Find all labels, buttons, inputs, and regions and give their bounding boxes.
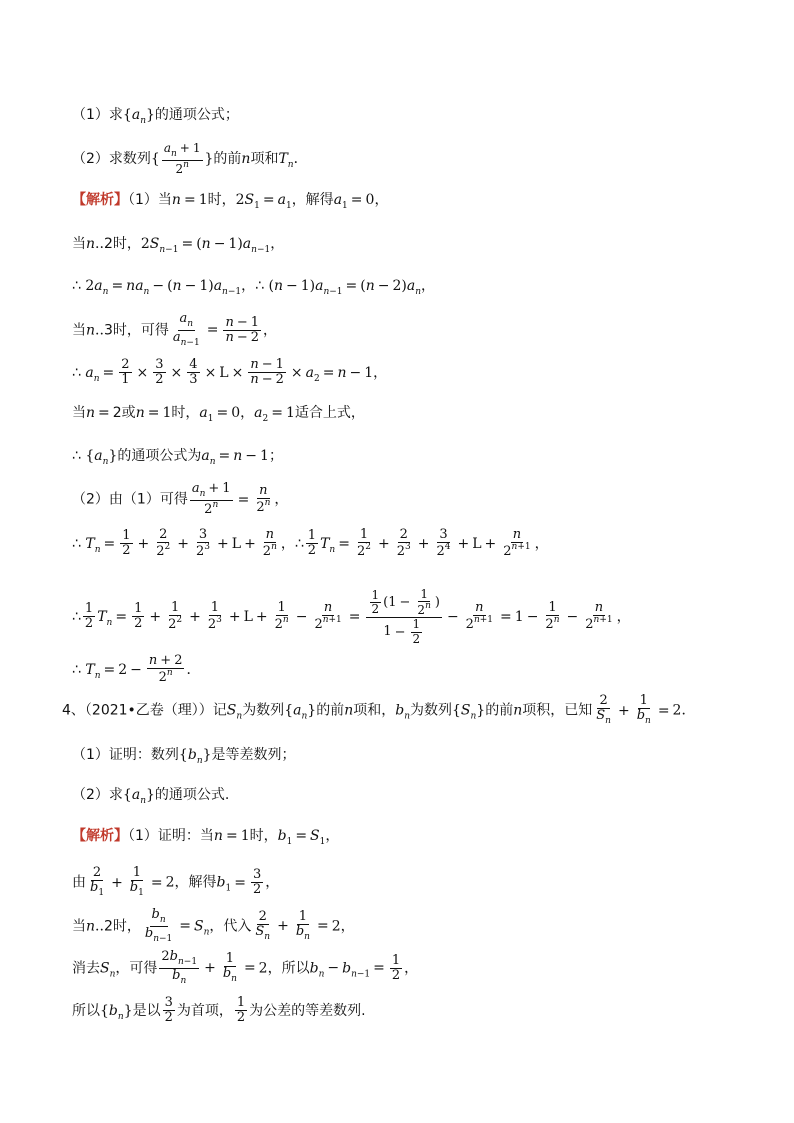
solution-3-line4: 当n..3时，可得 $\frac{a_n}{a_{n-1}}$ = $\frac{n - 1}{n - 2}$ ， xyxy=(72,311,277,348)
solution-4-line4: 消去$S_n$，可得 $\frac{2b_{n-1}}{b_n}$ + $\frac{1}{b_n}$ = 2，所以$b_n - b_{n-1}$ = $\frac{1}{2}$ ， xyxy=(72,949,419,986)
q3-part2: （2）求数列{ $\frac{a_n + 1}{2^n}$ }的前n项和$T_n$． xyxy=(72,141,308,176)
question-4-part2: （2）求$\{a_n\}$的通项公式. xyxy=(72,787,230,806)
solution-3-line7: ∴ $\{a_n\}$的通项公式为$a_n = n - 1$； xyxy=(72,448,283,467)
question-4-part1: （1）证明：数列$\{b_n\}$是等差数列； xyxy=(72,747,296,766)
solution-3-line9: ∴ $T_n$ = $\frac{1}{2}$ + $\frac{2}{2^2}$ + $\frac{3}{2^3}$ + L + $\frac{n}{2^n}$ ，∴ $\frac{1}{2}$ $T_n$ = $\frac{1}{2^2}$ + $\frac{2}{2^3}$ + $\frac{3}{2^4}$ + L + $\frac{n}{2^{n+1}}$ ， xyxy=(72,527,549,560)
solution-4-line2: 由 $\frac{2}{b_1}$ + $\frac{1}{b_1}$ = 2，解得$b_1$ = $\frac{3}{2}$ ， xyxy=(72,865,280,899)
solution-3-line8: （2）由（1）可得 $\frac{a_n + 1}{2^n}$ = $\frac{n}{2^n}$ ， xyxy=(72,481,289,517)
solution-4-line1: 【解析】（1）证明：当n = 1时，$b_1 = S_1$， xyxy=(72,828,340,847)
solution-3-line11: ∴ $T_n = 2$ − $\frac{n + 2}{2^n}$ ． xyxy=(72,653,201,686)
solution-3-line3: ∴ $2a_n = na_n - (n - 1)a_{n-1}$，∴ $(n - 1)a_{n-1} = (n - 2)a_n$， xyxy=(72,278,436,297)
solution-4-line3: 当n..2时， $\frac{b_n}{b_{n-1}}$ = $S_n$，代入 $\frac{2}{S_n}$ + $\frac{1}{b_n}$ = 2， xyxy=(72,907,355,944)
solution-3-line6: 当n = 2或n = 1时，$a_1 = 0$，$a_2 = 1$适合上式， xyxy=(72,405,365,424)
solution-3-line2: 当n..2时，$2S_{n-1} = (n - 1)a_{n-1}$， xyxy=(72,236,285,255)
solution-4-line5: 所以$\{b_n\}$是以 $\frac{3}{2}$ 为首项， $\frac{1}{2}$ 为公差的等差数列. xyxy=(72,995,366,1026)
q3-part1: （1）求$\{a_n\}$的通项公式； xyxy=(72,107,239,126)
question-4-header: 4、（2021•乙卷（理））记$S_n$为数列$\{a_n\}$的前n项和，$b_n$为数列$\{S_n\}$的前n项积，已知 $\frac{2}{S_n}$ + $\frac{1}{b_n}$ = 2． xyxy=(62,693,696,727)
solution-3-line1: 【解析】（1）当n = 1时，$2S_1 = a_1$，解得$a_1 = 0$， xyxy=(72,192,389,211)
solution-3-line10: ∴ $\frac{1}{2}$ $T_n$ = $\frac{1}{2}$ + $\frac{1}{2^2}$ + $\frac{1}{2^3}$ + L + $\frac{1}{2^n}$ − $\frac{n}{2^{n+1}}$ = $\frac{1}{2}$ (1 − $\frac{1}{2^n}$ ) 1 − $\frac{1}{2}$ − $\frac{n}{2^{n+1}}$ = 1 − $\frac{1}{2^n}$ − $\frac{n}{2^{n+1}}$ ， xyxy=(72,587,631,646)
solution-3-line5: ∴ $a_n$ = $\frac{2}{1}$ × $\frac{3}{2}$ × $\frac{4}{3}$ × L × $\frac{n - 1}{n - 2}$ × $a_2 = n - 1$， xyxy=(72,357,388,388)
